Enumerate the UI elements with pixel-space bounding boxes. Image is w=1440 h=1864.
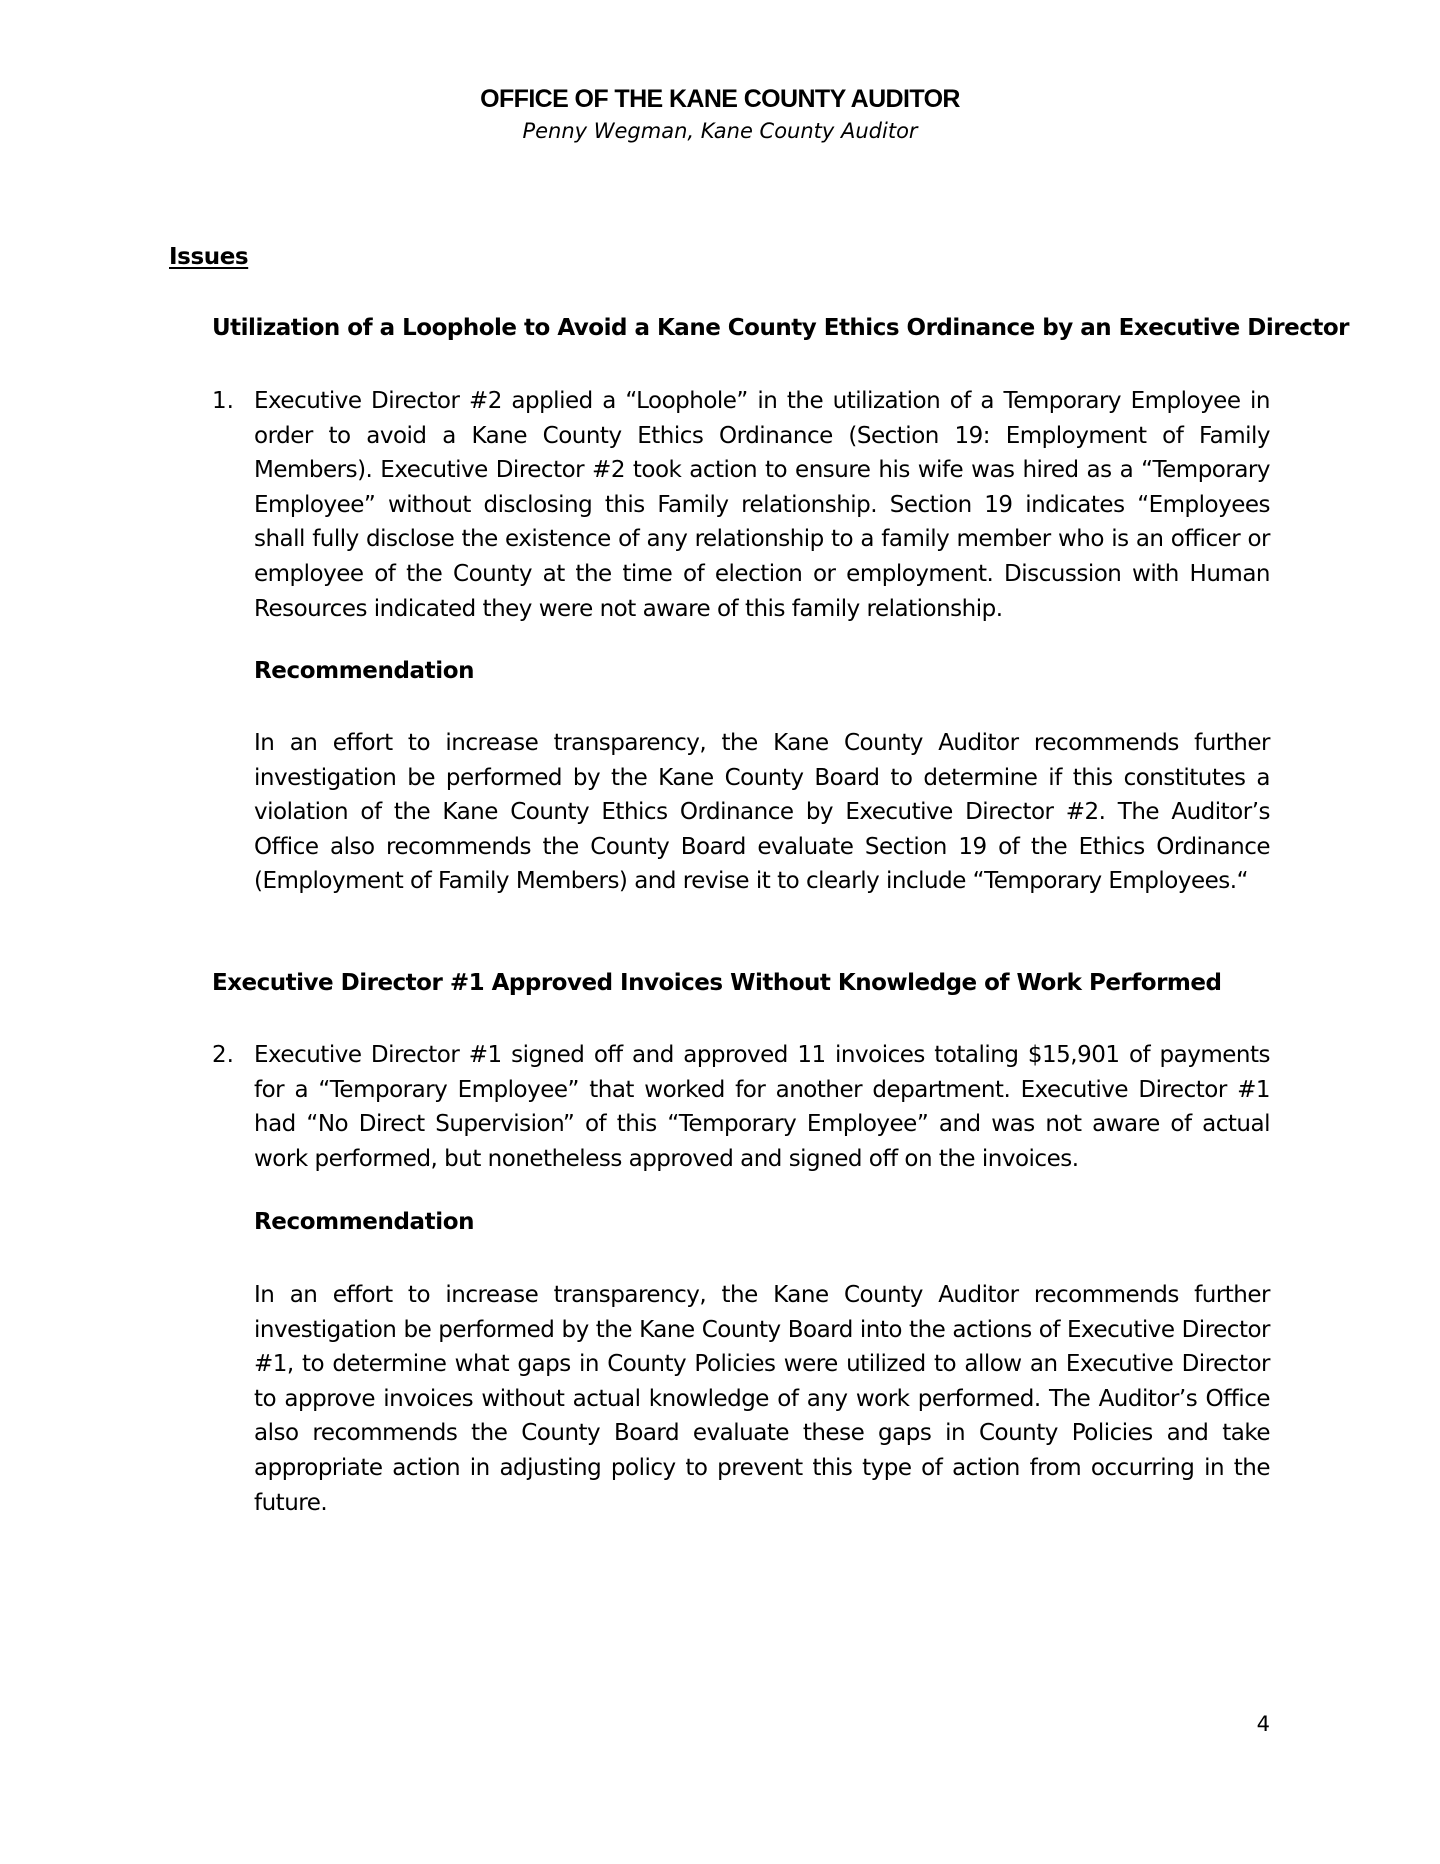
issue-1-number: 1. xyxy=(212,388,234,414)
office-title: OFFICE OF THE KANE COUNTY AUDITOR xyxy=(480,85,960,113)
issue-1-recommendation-heading: Recommendation xyxy=(254,658,475,684)
issue-1-text: Executive Director #2 applied a “Loophole” in the utilization of a Temporary Employee in order to avoid a Kane County Ethics Ordinance (Section 19: Employment of Family Members). Executive Director #2 took action to ensure his wife was hired as a “Temporary Employee” without disclosing this Family relationship. Section 19 indicates “Employees shall fully disclose the existence of any relationship to a family member who is an officer or employee of the County at the time of election or employment. Discussion with Human Resources indicated they were not aware of this family relationship. xyxy=(254,388,1270,622)
auditor-name-subtitle: Penny Wegman, Kane County Auditor xyxy=(522,119,918,143)
issue-2-number: 2. xyxy=(212,1042,234,1068)
issues-section-label: Issues xyxy=(169,244,249,270)
issue-2-heading: Executive Director #1 Approved Invoices Without Knowledge of Work Performed xyxy=(212,970,1222,996)
issue-2-recommendation-heading: Recommendation xyxy=(254,1209,475,1235)
issue-1-heading: Utilization of a Loophole to Avoid a Kane County Ethics Ordinance by an Executive Director xyxy=(212,315,1349,341)
page-number: 4 xyxy=(1256,1712,1270,1736)
issue-2-recommendation-text: In an effort to increase transparency, the Kane County Auditor recommends further investigation be performed by the Kane County Board into the actions of Executive Director #1, to determine what gaps in County Policies were utilized to allow an Executive Director to approve invoices without actual knowledge of any work performed. The Auditor’s Office also recommends the County Board evaluate these gaps in County Policies and take appropriate action in adjusting policy to prevent this type of action from occurring in the future. xyxy=(254,1282,1270,1516)
issue-1-recommendation-text: In an effort to increase transparency, the Kane County Auditor recommends further investigation be performed by the Kane County Board to determine if this constitutes a violation of the Kane County Ethics Ordinance by Executive Director #2. The Auditor’s Office also recommends the County Board evaluate Section 19 of the Ethics Ordinance (Employment of Family Members) and revise it to clearly include “Temporary Employees.“ xyxy=(254,730,1270,895)
issue-2-text: Executive Director #1 signed off and approved 11 invoices totaling $15,901 of payments for a “Temporary Employee” that worked for another department. Executive Director #1 had “No Direct Supervision” of this “Temporary Employee” and was not aware of actual work performed, but nonetheless approved and signed off on the invoices. xyxy=(254,1042,1270,1172)
document-header xyxy=(0,84,1440,146)
